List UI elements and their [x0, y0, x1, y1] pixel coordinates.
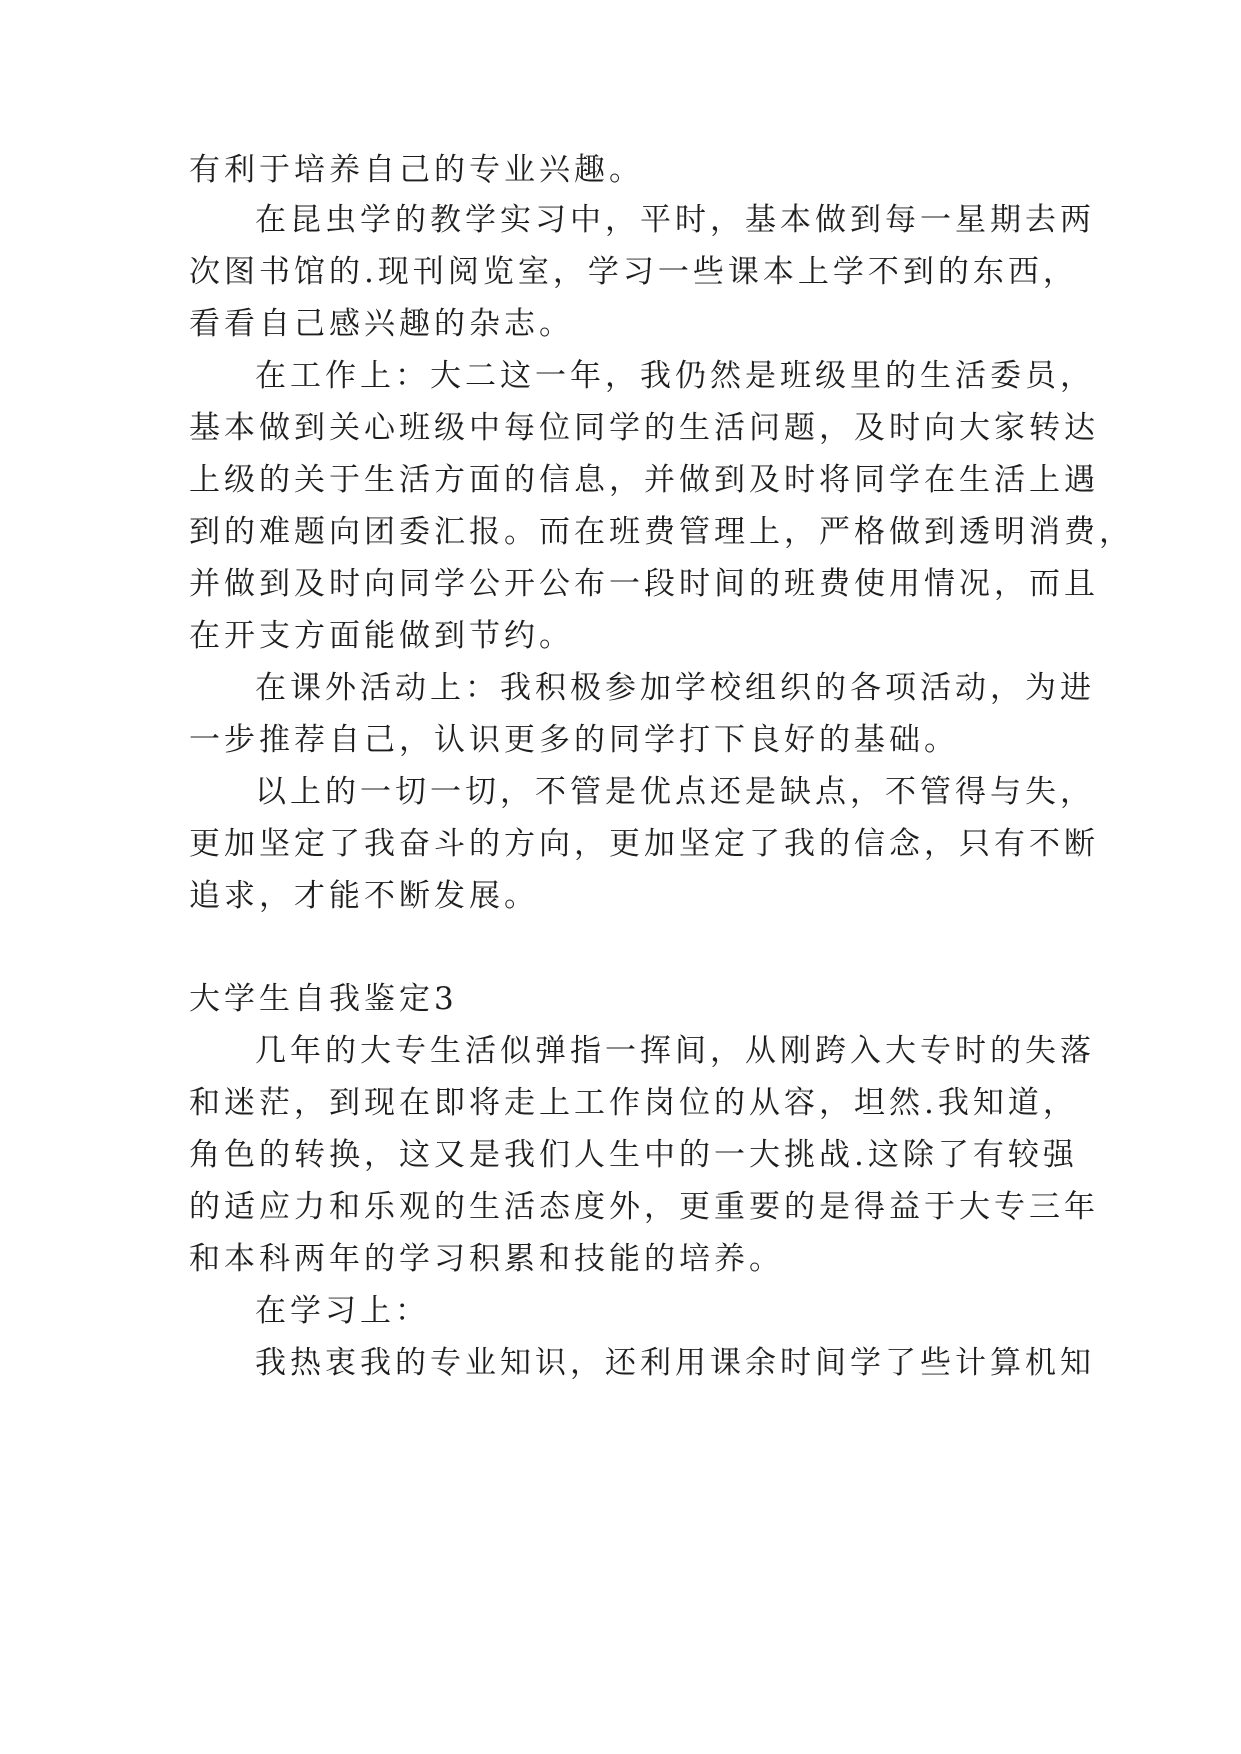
paragraph-line: 在开支方面能做到节约。	[189, 618, 574, 654]
paragraph-line: 看看自己感兴趣的杂志。	[189, 306, 574, 342]
paragraph-line: 次图书馆的.现刊阅览室，学习一些课本上学不到的东西，	[189, 254, 1078, 290]
paragraph-line: 几年的大专生活似弹指一挥间，从刚跨入大专时的失落	[255, 1033, 1095, 1069]
paragraph-line: 角色的转换，这又是我们人生中的一大挑战.这除了有较强	[189, 1137, 1078, 1173]
paragraph-line: 在工作上：大二这一年，我仍然是班级里的生活委员，	[255, 358, 1095, 394]
paragraph-line: 一步推荐自己，认识更多的同学打下良好的基础。	[189, 722, 959, 758]
section-heading: 大学生自我鉴定3	[189, 981, 458, 1017]
paragraph-line: 有利于培养自己的专业兴趣。	[189, 152, 644, 188]
paragraph-line: 和本科两年的学习积累和技能的培养。	[189, 1241, 784, 1277]
paragraph-line: 基本做到关心班级中每位同学的生活问题，及时向大家转达	[189, 410, 1099, 446]
paragraph-line: 我热衷我的专业知识，还利用课余时间学了些计算机知	[255, 1345, 1095, 1381]
paragraph-line: 和迷茫，到现在即将走上工作岗位的从容，坦然.我知道，	[189, 1085, 1078, 1121]
paragraph-line: 并做到及时向同学公开公布一段时间的班费使用情况，而且	[189, 566, 1099, 602]
paragraph-line: 到的难题向团委汇报。而在班费管理上，严格做到透明消费，	[189, 514, 1134, 550]
paragraph-line: 在课外活动上：我积极参加学校组织的各项活动，为进	[255, 670, 1095, 706]
paragraph-line: 上级的关于生活方面的信息，并做到及时将同学在生活上遇	[189, 462, 1099, 498]
paragraph-line: 在学习上：	[255, 1293, 430, 1329]
paragraph-line: 的适应力和乐观的生活态度外，更重要的是得益于大专三年	[189, 1189, 1099, 1225]
paragraph-line: 追求，才能不断发展。	[189, 878, 539, 914]
paragraph-line: 在昆虫学的教学实习中，平时，基本做到每一星期去两	[255, 202, 1095, 238]
paragraph-line: 更加坚定了我奋斗的方向，更加坚定了我的信念，只有不断	[189, 826, 1099, 862]
paragraph-line: 以上的一切一切，不管是优点还是缺点，不管得与失，	[255, 774, 1095, 810]
